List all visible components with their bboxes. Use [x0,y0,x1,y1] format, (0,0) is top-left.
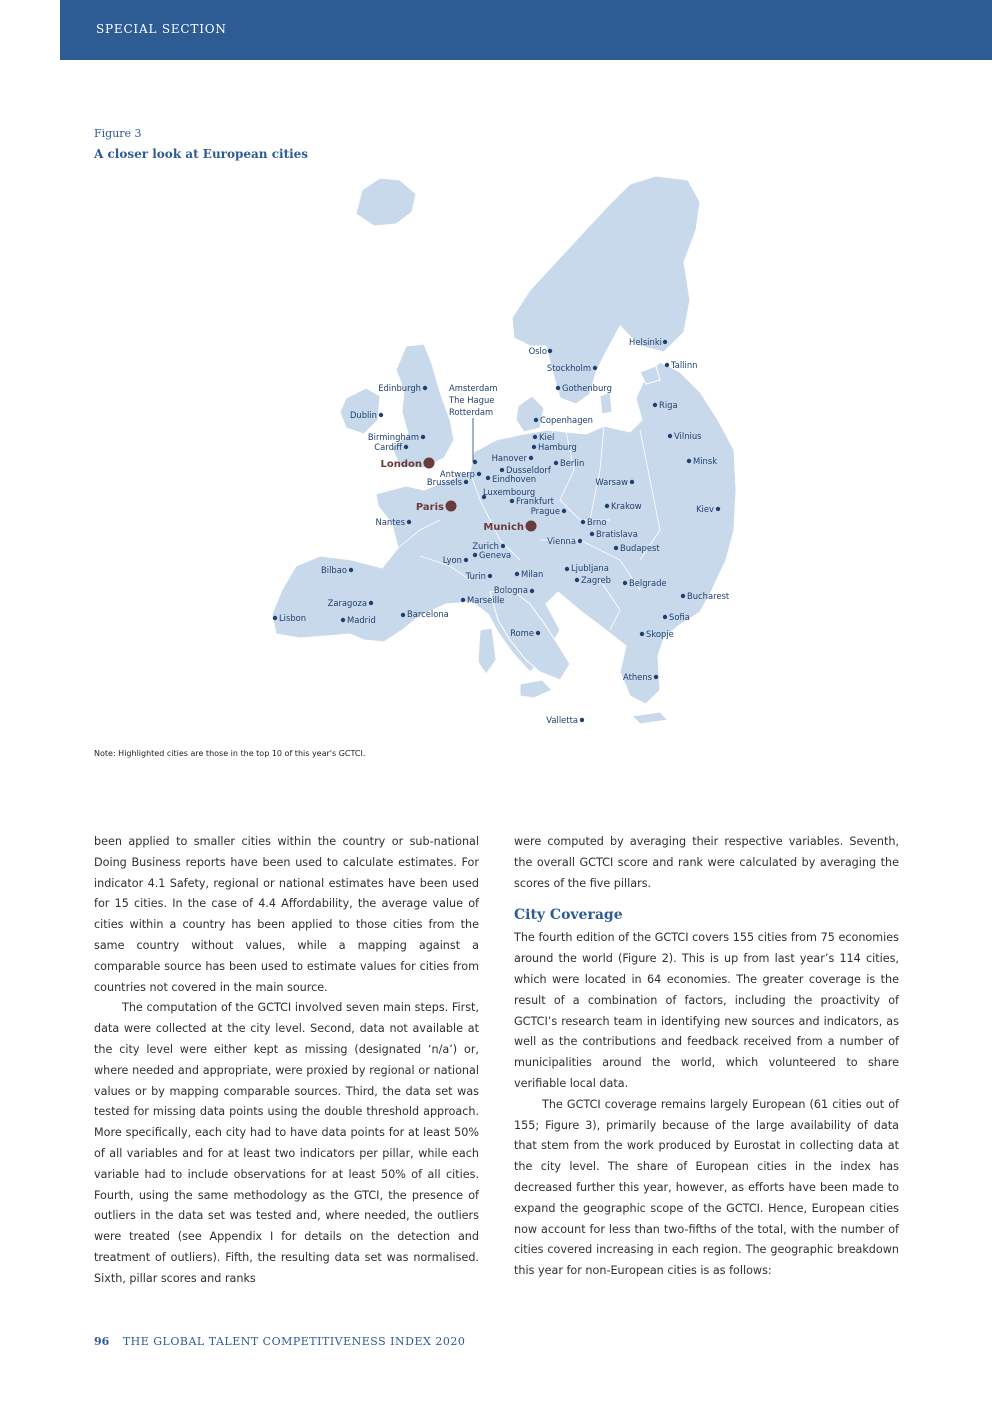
city-label-lyon: Lyon [442,555,462,565]
city-dot-ljubljana [565,567,569,571]
city-label-stockholm: Stockholm [546,363,591,373]
city-label-luxembourg: Luxembourg [483,487,536,497]
city-label-brussels: Brussels [426,477,462,487]
figure-title: A closer look at European cities [94,147,309,161]
city-dot-zagreb [575,578,579,582]
city-label-valletta: Valletta [546,715,578,725]
city-label-antwerp: Antwerp [439,469,475,479]
city-dot-stockholm [593,366,597,370]
city-dot-kiev [716,507,720,511]
city-dot-dusseldorf [500,468,504,472]
body-column-left [94,832,479,1290]
city-label-cardiff: Cardiff [374,442,402,452]
body-paragraph: were computed by averaging their respective variables. Seventh, the overall GCTCI score and rank were calculated by averaging the scores of the five pillars. [514,835,899,890]
city-label-lisbon: Lisbon [279,613,307,623]
city-label-amsterdam: Amsterdam [449,383,498,393]
city-dot-turin [488,574,492,578]
city-dot-cardiff [404,445,408,449]
city-dot-gothenburg [556,386,560,390]
city-dot-eindhoven [486,476,490,480]
city-dot-warsaw [630,480,634,484]
city-dot-munich [526,521,537,532]
city-dot-marseille [461,598,465,602]
city-dot-barcelona [401,613,405,617]
body-paragraph: The computation of the GCTCI involved seven main steps. First, data were collected at the city level. Second, data not available at the city level were either kept as missing (designated ‘n/a’) or, where needed and appropriate, were proxied by regional or national values or by mapping comparable sources. Third, the data set was tested for missing data points using the double threshold approach. More specifically, each city had to have data points for at least 50% of all variables and for at least two indicators per pillar, while each variable had to include observations for at least 50% of all cities. Fourth, using the same methodology as the GTCI, the presence of outliers in the data set was tested and, where needed, the outliers were treated (see Appendix I for details on the detection and treatment of outliers). Fifth, the resulting data set was normalised. Sixth, pillar scores and ranks [94,1001,479,1285]
figure-number: Figure 3 [94,127,142,140]
city-label-gothenburg: Gothenburg [562,383,612,393]
city-dot-lyon [464,558,468,562]
city-dot-berlin [554,461,558,465]
city-dot-kiel [533,435,537,439]
city-label-sofia: Sofia [669,612,690,622]
city-label-nantes: Nantes [375,517,405,527]
city-dot-budapest [614,546,618,550]
city-label-turin: Turin [465,571,486,581]
city-dot-bologna [530,589,534,593]
city-label-helsinki: Helsinki [629,337,662,347]
section-label: SPECIAL SECTION [96,22,227,36]
figure-note: Note: Highlighted cities are those in the top 10 of this year's GCTCI. [94,749,366,758]
gotland-shape [600,392,612,414]
city-label-zagreb: Zagreb [581,575,611,585]
header-bar [60,0,992,60]
city-label-dusseldorf: Dusseldorf [506,465,551,475]
city-label-bilbao: Bilbao [321,565,347,575]
city-label-zaragoza: Zaragoza [327,598,367,608]
city-label-bratislava: Bratislava [596,529,638,539]
city-dot-brussels [464,480,468,484]
city-label-bologna: Bologna [493,585,528,595]
body-paragraph: The fourth edition of the GCTCI covers 155 cities from 75 economies around the world (Figure 2). This is up from last year’s 114 cities, which were located in 64 economies. The greater coverage is the result of a combination of factors, including the proactivity of GCTCI’s research team in identifying new sources and indicators, as well as the contributions and feedback received from a number of municipalities around the world, which volunteered to share verifiable local data. [514,931,899,1090]
city-label-belgrade: Belgrade [629,578,667,588]
city-label-hanover: Hanover [491,453,527,463]
city-dot-bilbao [349,568,353,572]
city-dot-oslo [548,349,552,353]
city-dot-hanover [529,456,533,460]
city-label-brno: Brno [587,517,607,527]
city-label-budapest: Budapest [620,543,660,553]
city-dot-bucharest [681,594,685,598]
city-dot-bratislava [590,532,594,536]
body-column-right [514,832,899,1282]
city-dot-minsk [687,459,691,463]
city-dot-krakow [605,504,609,508]
city-label-riga: Riga [659,400,678,410]
city-dot-london [424,458,435,469]
city-dot-vienna [578,539,582,543]
city-dot-nantes [407,520,411,524]
europe-map [262,172,742,738]
city-label-the-hague: The Hague [449,395,495,405]
city-label-milan: Milan [521,569,544,579]
city-dot-vilnius [668,434,672,438]
city-label-vienna: Vienna [547,536,576,546]
city-dot-athens [654,675,658,679]
body-paragraph: been applied to smaller cities within the country or sub-national Doing Business reports have been used to calculate estimates. For indicator 4.1 Safety, regional or national estimates have been used for 15 cities. In the case of 4.4 Affordability, the average value of cities within a country has been applied to those cities from the same country without values, while a mapping against a comparable source has been used to estimate values for cities from countries not covered in the main source. [94,835,479,994]
city-dot-skopje [640,632,644,636]
city-dot-lisbon [273,616,277,620]
city-label-rotterdam: Rotterdam [449,407,494,417]
city-dot-sofia [663,615,667,619]
page-number: 96 [94,1335,110,1348]
city-label-paris: Paris [415,502,444,513]
city-label-zurich: Zurich [472,541,499,551]
city-label-munich: Munich [483,522,524,533]
city-dot-antwerp [477,472,481,476]
city-label-prague: Prague [530,506,560,516]
city-label-edinburgh: Edinburgh [378,383,421,393]
land-masses [272,176,736,724]
city-label-tallinn: Tallinn [671,360,698,370]
city-label-eindhoven: Eindhoven [492,474,537,484]
estonia-islands-shape [640,366,660,384]
page-footer [94,1335,465,1348]
sardinia-shape [478,628,496,674]
city-dot-rome [536,631,540,635]
city-label-barcelona: Barcelona [407,609,449,619]
section-heading: City Coverage [514,907,623,924]
city-dot-brno [581,520,585,524]
city-dot-prague [562,509,566,513]
report-title: THE GLOBAL TALENT COMPETITIVENESS INDEX 2020 [122,1335,466,1348]
city-label-warsaw: Warsaw [595,477,628,487]
city-dot-tallinn [665,363,669,367]
city-dot-madrid [341,618,345,622]
city-dot-dublin [379,413,383,417]
sicily-shape [520,680,552,698]
city-dot-copenhagen [534,418,538,422]
city-label-kiel: Kiel [539,432,555,442]
city-label-geneva: Geneva [479,550,512,560]
city-label-krakow: Krakow [611,501,642,511]
denmark-shape [516,396,544,432]
city-label-hamburg: Hamburg [538,442,577,452]
city-dot-zaragoza [369,601,373,605]
city-dot-paris [446,501,457,512]
city-dot-frankfurt [510,499,514,503]
city-label-london: London [380,459,422,470]
city-dot-belgrade [623,581,627,585]
city-label-ljubljana: Ljubljana [571,563,609,573]
city-label-berlin: Berlin [560,458,585,468]
city-dot-valletta [580,718,584,722]
city-label-marseille: Marseille [467,595,505,605]
city-dot-helsinki [663,340,667,344]
city-label-frankfurt: Frankfurt [516,496,554,506]
city-label-dublin: Dublin [349,410,377,420]
city-dot-riga [653,403,657,407]
city-label-kiev: Kiev [696,504,714,514]
body-paragraph: The GCTCI coverage remains largely European (61 cities out of 155; Figure 3), primarily because of the large availability of data that stem from the work produced by Eurostat in collecting data at the city level. The share of European cities in the index has decreased further this year, however, as efforts have been made to expand the geographic scope of the GCTCI. Hence, European cities now account for less than two-fifths of the total, with the number of cities covered increasing in each region. The geographic breakdown this year for non-European cities is as follows: [514,1097,899,1278]
city-label-minsk: Minsk [693,456,718,466]
amsterdam-cluster-dot [473,460,477,464]
city-label-skopje: Skopje [646,629,674,639]
city-label-vilnius: Vilnius [674,431,702,441]
city-label-rome: Rome [510,628,534,638]
city-label-oslo: Oslo [528,346,547,356]
city-dot-zurich [501,544,505,548]
crete-shape [632,712,668,724]
city-label-copenhagen: Copenhagen [540,415,593,425]
city-dot-edinburgh [423,386,427,390]
iceland-shape [356,178,416,226]
city-dot-hamburg [532,445,536,449]
city-label-birmingham: Birmingham [367,432,419,442]
city-dot-milan [515,572,519,576]
city-dot-geneva [473,553,477,557]
city-label-bucharest: Bucharest [687,591,730,601]
city-label-madrid: Madrid [347,615,376,625]
city-label-athens: Athens [623,672,652,682]
city-dot-birmingham [421,435,425,439]
